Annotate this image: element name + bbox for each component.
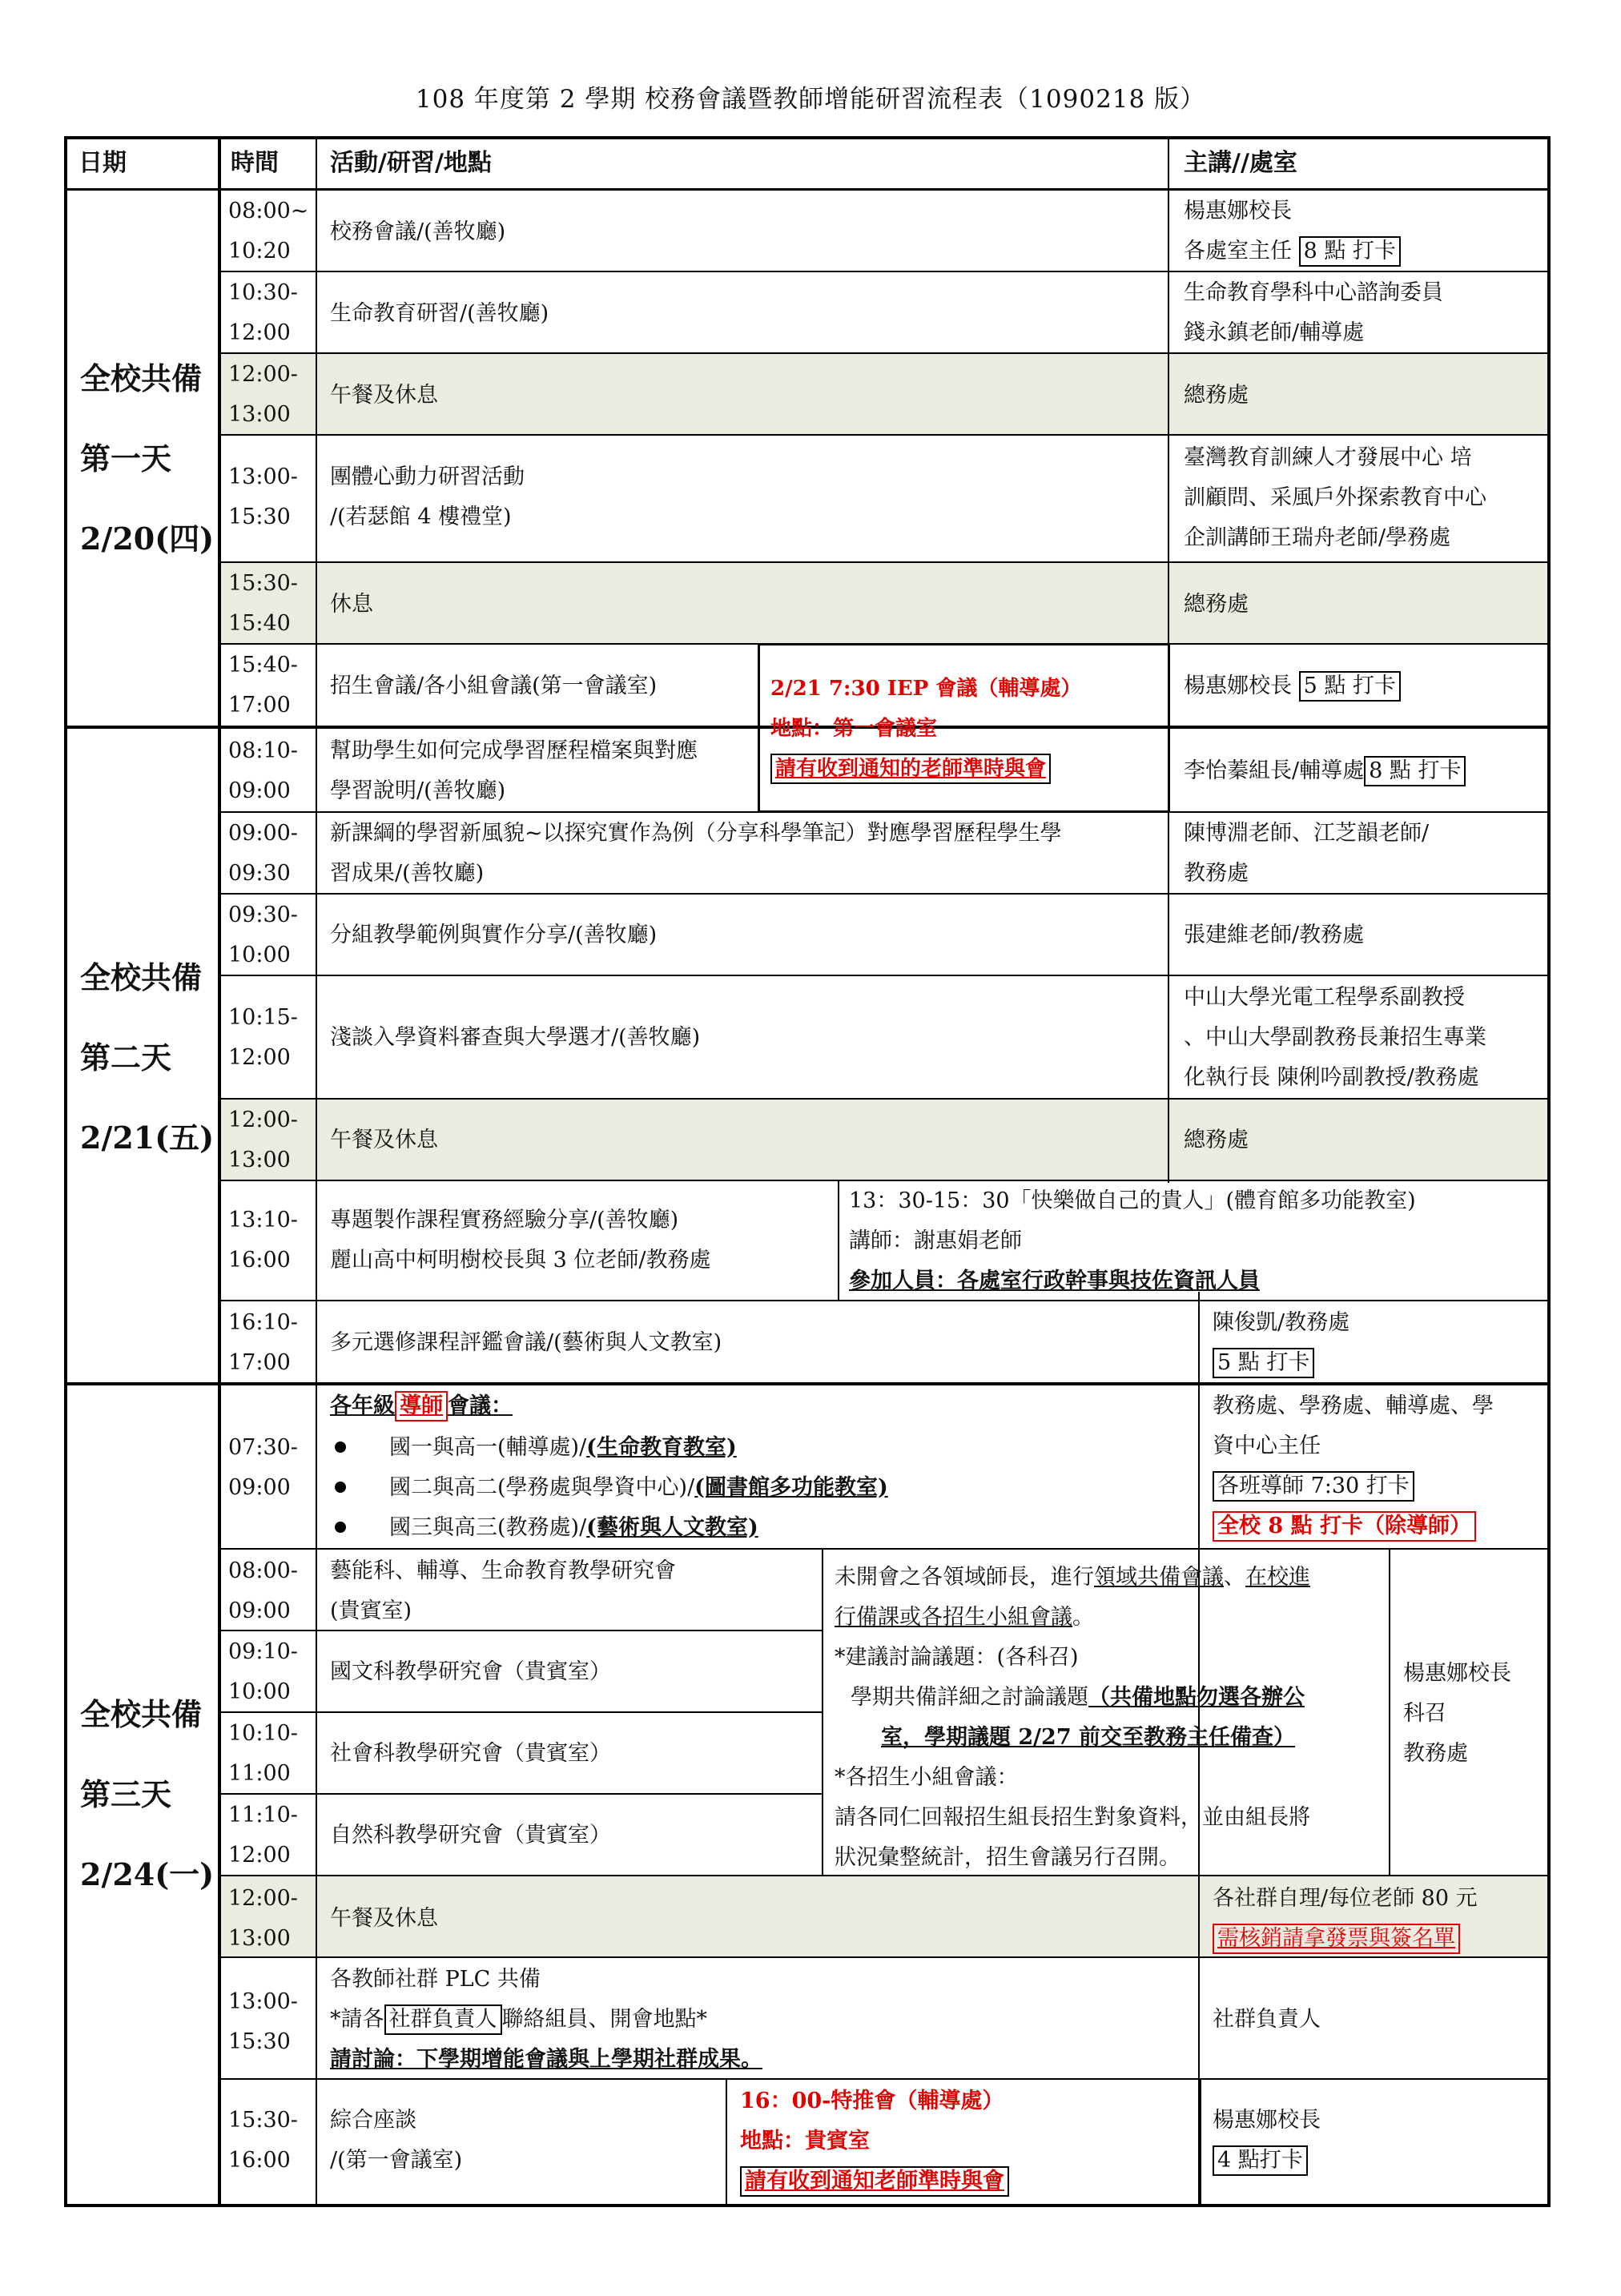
bullet-location: (生命教育教室)	[586, 1435, 737, 1460]
activity-text: 藝能科、輔導、生命教育教學研究會	[330, 1558, 676, 1583]
iep-box-left	[758, 643, 760, 812]
time-end: 12:00	[228, 1843, 291, 1868]
speaker-text	[1184, 231, 1401, 272]
speaker-text: 企訓講師王瑞舟老師/學務處	[1184, 525, 1451, 550]
time-start: 12:00-	[228, 1108, 298, 1132]
activity-text: 生命教育研習/(善牧廳)	[330, 301, 549, 326]
mid-note-text: 學期共備詳細之討論議題	[851, 1685, 1088, 1710]
time-start: 07:30-	[228, 1435, 298, 1460]
time-start: 10:30-	[228, 280, 298, 305]
col-line-r12	[838, 1180, 839, 1300]
time-start: 13:10-	[228, 1208, 298, 1232]
speaker-text: 社群負責人	[1213, 2007, 1321, 2032]
col-line-r21b	[1200, 2078, 1201, 2207]
bullet-item	[330, 1427, 737, 1469]
col-line-r21	[726, 2078, 727, 2207]
time-start: 11:10-	[228, 1803, 298, 1828]
time-end: 09:00	[228, 778, 291, 803]
special-meeting-title: 16：00-特推會（輔導處）	[740, 2089, 1004, 2113]
heading-highlight: 導師	[395, 1391, 448, 1421]
time-start: 12:00-	[228, 1886, 298, 1911]
activity-text: 淺談入學資料審查與大學選才/(善牧廳)	[330, 1025, 701, 1050]
day-date: 2/21(五)	[80, 1120, 215, 1156]
speaker-text	[1213, 1506, 1476, 1547]
header-activity: 活動/研習/地點	[330, 149, 492, 177]
speaker-text: 錢永鎮老師/輔導處	[1184, 320, 1365, 345]
iep-box-top	[758, 643, 1169, 645]
time-end: 15:40	[228, 611, 291, 636]
activity-text: 麗山高中柯明樹校長與 3 位老師/教務處	[330, 1248, 711, 1273]
activity-text: 分組教學範例與實作分享/(善牧廳)	[330, 923, 658, 947]
time-start: 09:30-	[228, 903, 298, 927]
row-line	[221, 434, 1549, 436]
time-end: 10:20	[228, 239, 291, 263]
iep-notice-reminder	[770, 748, 1051, 790]
time-end: 16:00	[228, 2148, 291, 2173]
activity-text: 多元選修課程評鑑會議/(藝術與人文教室)	[330, 1330, 722, 1355]
side-event-participants: 參加人員：各處室行政幹事與技佐資訊人員	[849, 1269, 1260, 1293]
activity-highlight: 社群負責人	[384, 2004, 502, 2035]
time-end: 15:30	[228, 505, 291, 529]
speaker-text: 楊惠娜校長	[1184, 199, 1292, 223]
mid-note-line: *建議討論議題：(各科召)	[835, 1645, 1079, 1670]
speaker-text: 總務處	[1184, 592, 1249, 617]
page-title: 108 年度第 2 學期 校務會議暨教師增能研習流程表（1090218 版）	[415, 85, 1206, 114]
mid-note-line: *各招生小組會議：	[835, 1765, 1019, 1790]
heading-part: 會議：	[448, 1393, 513, 1418]
time-start: 15:30-	[228, 571, 298, 596]
time-start: 12:00-	[228, 362, 298, 387]
time-start: 08:10-	[228, 738, 298, 763]
activity-text: 各教師社群 PLC 共備	[330, 1967, 541, 1992]
mid-note-underline: 行備課或各招生小組會議	[835, 1605, 1072, 1630]
checkin-badge: 5 點 打卡	[1213, 1348, 1314, 1378]
homeroom-meeting-heading	[330, 1385, 513, 1427]
day-date: 2/24(一)	[80, 1856, 215, 1892]
mid-note-line: 室，學期議題 2/27 前交至教務主任備查）	[881, 1725, 1296, 1750]
activity-text: 午餐及休息	[330, 383, 438, 408]
speaker-text: 總務處	[1184, 383, 1249, 408]
mid-note-underline: 領域共備會議	[1094, 1565, 1224, 1590]
activity-text: 專題製作課程實務經驗分享/(善牧廳)	[330, 1208, 679, 1232]
checkin-badge: 8 點 打卡	[1364, 756, 1466, 786]
bullet-location: (藝術與人文教室)	[586, 1515, 758, 1540]
checkin-badge: 5 點 打卡	[1299, 671, 1401, 702]
time-start: 15:30-	[228, 2108, 298, 2133]
bullet-icon	[335, 1482, 346, 1493]
iep-reminder-text: 請有收到通知的老師準時與會	[770, 754, 1051, 784]
mid-note-line: 狀況彙整統計，招生會議另行召開。	[835, 1845, 1181, 1870]
mid-note-line	[851, 1677, 1305, 1719]
speaker-text: 張建維老師/教務處	[1184, 923, 1365, 947]
table-border-bottom	[64, 2204, 1551, 2207]
speaker-text: 教務處	[1184, 861, 1249, 886]
special-reminder-text: 請有收到通知老師準時與會	[740, 2166, 1009, 2197]
speaker-text: 總務處	[1184, 1128, 1249, 1152]
time-start: 13:00-	[228, 464, 298, 489]
activity-text: 新課綱的學習新風貌~以探究實作為例（分享科學筆記）對應學習歷程學生學	[330, 821, 1062, 846]
checkin-badge: 8 點 打卡	[1299, 236, 1401, 267]
speaker-text	[1213, 1342, 1314, 1384]
time-end: 17:00	[228, 693, 291, 718]
speaker-text	[1213, 1466, 1414, 1507]
time-end: 09:30	[228, 861, 291, 886]
speaker-text: 生命教育學科中心諮詢委員	[1184, 280, 1443, 305]
time-end: 12:00	[228, 320, 291, 345]
col-line-rsp	[1389, 1548, 1390, 1876]
speaker-text: 陳俊凱/教務處	[1213, 1310, 1350, 1335]
time-end: 13:00	[228, 1926, 291, 1951]
activity-text: /(若瑟館 4 樓禮堂)	[330, 505, 512, 529]
bullet-item	[330, 1507, 758, 1549]
mid-note-text: 。	[1072, 1605, 1094, 1630]
receipt-badge: 需核銷請拿發票與簽名單	[1213, 1924, 1460, 1954]
bullet-icon	[335, 1522, 346, 1533]
time-start: 09:10-	[228, 1639, 298, 1664]
special-meeting-location: 地點：貴賓室	[740, 2129, 870, 2153]
time-end: 17:00	[228, 1350, 291, 1375]
activity-text: 午餐及休息	[330, 1128, 438, 1152]
checkin-badge: 4 點打卡	[1213, 2145, 1308, 2176]
table-border-right	[1547, 136, 1551, 2207]
table-border-top	[64, 136, 1551, 139]
row-line	[221, 561, 1549, 563]
time-start: 16:10-	[228, 1310, 298, 1335]
speaker-text: 楊惠娜校長	[1213, 2108, 1321, 2133]
activity-text: (貴賓室)	[330, 1598, 412, 1623]
side-event-speaker: 講師：謝惠娟老師	[849, 1228, 1022, 1253]
iep-box-right	[1168, 643, 1170, 812]
table-border-left	[64, 136, 67, 2207]
speaker-detail: 楊惠娜校長	[1184, 674, 1292, 698]
activity-text	[330, 1999, 707, 2041]
activity-text: 社會科教學研究會（貴賓室）	[330, 1741, 611, 1766]
speaker-text: 臺灣教育訓練人才發展中心 培	[1184, 445, 1472, 470]
side-event-title: 13：30-15：30「快樂做自己的貴人」(體育館多功能教室)	[849, 1188, 1416, 1213]
bullet-location: (圖書館多功能教室)	[694, 1475, 888, 1500]
time-end: 15:30	[228, 2029, 291, 2054]
day-date: 2/20(四)	[80, 521, 215, 557]
day-group: 全校共備	[80, 959, 203, 995]
mid-note-bold: （共備地點勿選各辦公	[1088, 1685, 1305, 1710]
activity-text: 國文科教學研究會（貴賓室）	[330, 1659, 611, 1684]
activity-text: 招生會議/各小組會議(第一會議室)	[330, 674, 658, 698]
time-start: 15:40-	[228, 653, 298, 678]
speaker-text: 中山大學光電工程學系副教授	[1184, 985, 1465, 1010]
mid-note-line	[835, 1597, 1094, 1639]
bullet-text: 國二與高二(學務處與學資中心)/	[389, 1475, 695, 1500]
speaker-text: 化執行長 陳俐吟副教授/教務處	[1184, 1065, 1479, 1090]
special-meeting-reminder	[740, 2161, 1009, 2202]
speaker-text: 楊惠娜校長	[1403, 1661, 1511, 1686]
speaker-text: 、中山大學副教務長兼招生專業	[1184, 1025, 1486, 1050]
bullet-item	[330, 1467, 888, 1509]
speaker-text: 教務處	[1403, 1741, 1468, 1766]
header-time: 時間	[231, 149, 279, 177]
day-group: 全校共備	[80, 1696, 203, 1732]
bullet-text: 國一與高一(輔導處)/	[389, 1435, 587, 1460]
time-start: 10:15-	[228, 1005, 298, 1030]
header-speaker: 主講//處室	[1184, 149, 1297, 177]
mid-note-underline: 在校進	[1245, 1565, 1310, 1590]
speaker-text	[1184, 750, 1466, 792]
time-end: 13:00	[228, 1148, 291, 1172]
row-line	[221, 975, 1549, 976]
activity-text: 綜合座談	[330, 2108, 416, 2133]
time-end: 12:00	[228, 1045, 291, 1070]
mid-note-text: 未開會之各領域師長，進行	[835, 1565, 1094, 1590]
activity-text: 休息	[330, 592, 373, 617]
activity-text: 團體心動力研習活動	[330, 464, 525, 489]
activity-text: 校務會議/(善牧廳)	[330, 219, 506, 244]
speaker-text: 教務處、學務處、輔導處、學	[1213, 1393, 1494, 1418]
row-line	[221, 1793, 823, 1795]
activity-text: /(第一會議室)	[330, 2148, 463, 2173]
time-end: 16:00	[228, 1248, 291, 1273]
time-start: 08:00-	[228, 1558, 298, 1583]
speaker-text: 資中心主任	[1213, 1433, 1321, 1458]
col-line-date	[218, 136, 221, 2207]
speaker-detail: 各處室主任	[1184, 239, 1292, 263]
activity-text: 請討論：下學期增能會議與上學期社群成果。	[330, 2047, 762, 2072]
time-start: 10:10-	[228, 1721, 298, 1746]
mid-note-text: 、	[1224, 1565, 1245, 1590]
bullet-text: 國三與高三(教務處)/	[389, 1515, 587, 1540]
checkin-badge-all: 全校 8 點 打卡（除導師）	[1213, 1511, 1476, 1542]
time-end: 09:00	[228, 1475, 291, 1500]
activity-text: 幫助學生如何完成學習歷程檔案與對應	[330, 738, 698, 763]
day-group: 全校共備	[80, 360, 203, 396]
day-number: 第三天	[80, 1776, 172, 1812]
bullet-icon	[335, 1442, 346, 1453]
col-line-r13	[1198, 1300, 1200, 1382]
speaker-text	[1213, 1918, 1460, 1960]
speaker-detail: 李怡蓁組長/輔導處	[1184, 758, 1365, 783]
time-start: 13:00-	[228, 1989, 298, 2014]
time-start: 08:00~	[228, 199, 309, 223]
iep-notice-title: 2/21 7:30 IEP 會議（輔導處）	[770, 677, 1082, 701]
time-end: 13:00	[228, 402, 291, 427]
time-start: 09:00-	[228, 821, 298, 846]
iep-notice-location: 地點：第一會議室	[770, 717, 938, 741]
speaker-text: 訓顧問、采風戶外探索教育中心	[1184, 485, 1486, 510]
mid-note-line: 請各同仁回報招生組長招生對象資料，並由組長將	[835, 1805, 1310, 1830]
activity-part: *請各	[330, 2007, 384, 2032]
activity-part: 聯絡組員、開會地點*	[501, 2007, 707, 2032]
speaker-text: 陳博淵老師、江芝韻老師/	[1184, 821, 1430, 846]
row-line	[221, 1630, 823, 1631]
activity-text: 習成果/(善牧廳)	[330, 861, 485, 886]
time-end: 10:00	[228, 1679, 291, 1704]
speaker-text: 各社群自理/每位老師 80 元	[1213, 1886, 1478, 1911]
row-bg-rest-1	[221, 563, 1549, 643]
activity-text: 自然科教學研究會（貴賓室）	[330, 1823, 611, 1848]
speaker-text	[1184, 665, 1401, 707]
col-line-mid	[822, 1548, 823, 1876]
col-line-time	[316, 136, 317, 2207]
heading-part: 各年級	[330, 1393, 395, 1418]
speaker-text: 科召	[1403, 1701, 1446, 1726]
day-number: 第二天	[80, 1039, 172, 1076]
speaker-text	[1213, 2140, 1308, 2181]
time-end: 10:00	[228, 943, 291, 967]
activity-text: 午餐及休息	[330, 1906, 438, 1931]
day-number: 第一天	[80, 440, 172, 476]
header-date: 日期	[78, 149, 127, 177]
row-line	[221, 1711, 823, 1713]
checkin-badge: 各班導師 7:30 打卡	[1213, 1471, 1414, 1502]
time-end: 11:00	[228, 1761, 291, 1786]
activity-text: 學習說明/(善牧廳)	[330, 778, 506, 803]
mid-note-line	[835, 1557, 1310, 1598]
time-end: 09:00	[228, 1598, 291, 1623]
